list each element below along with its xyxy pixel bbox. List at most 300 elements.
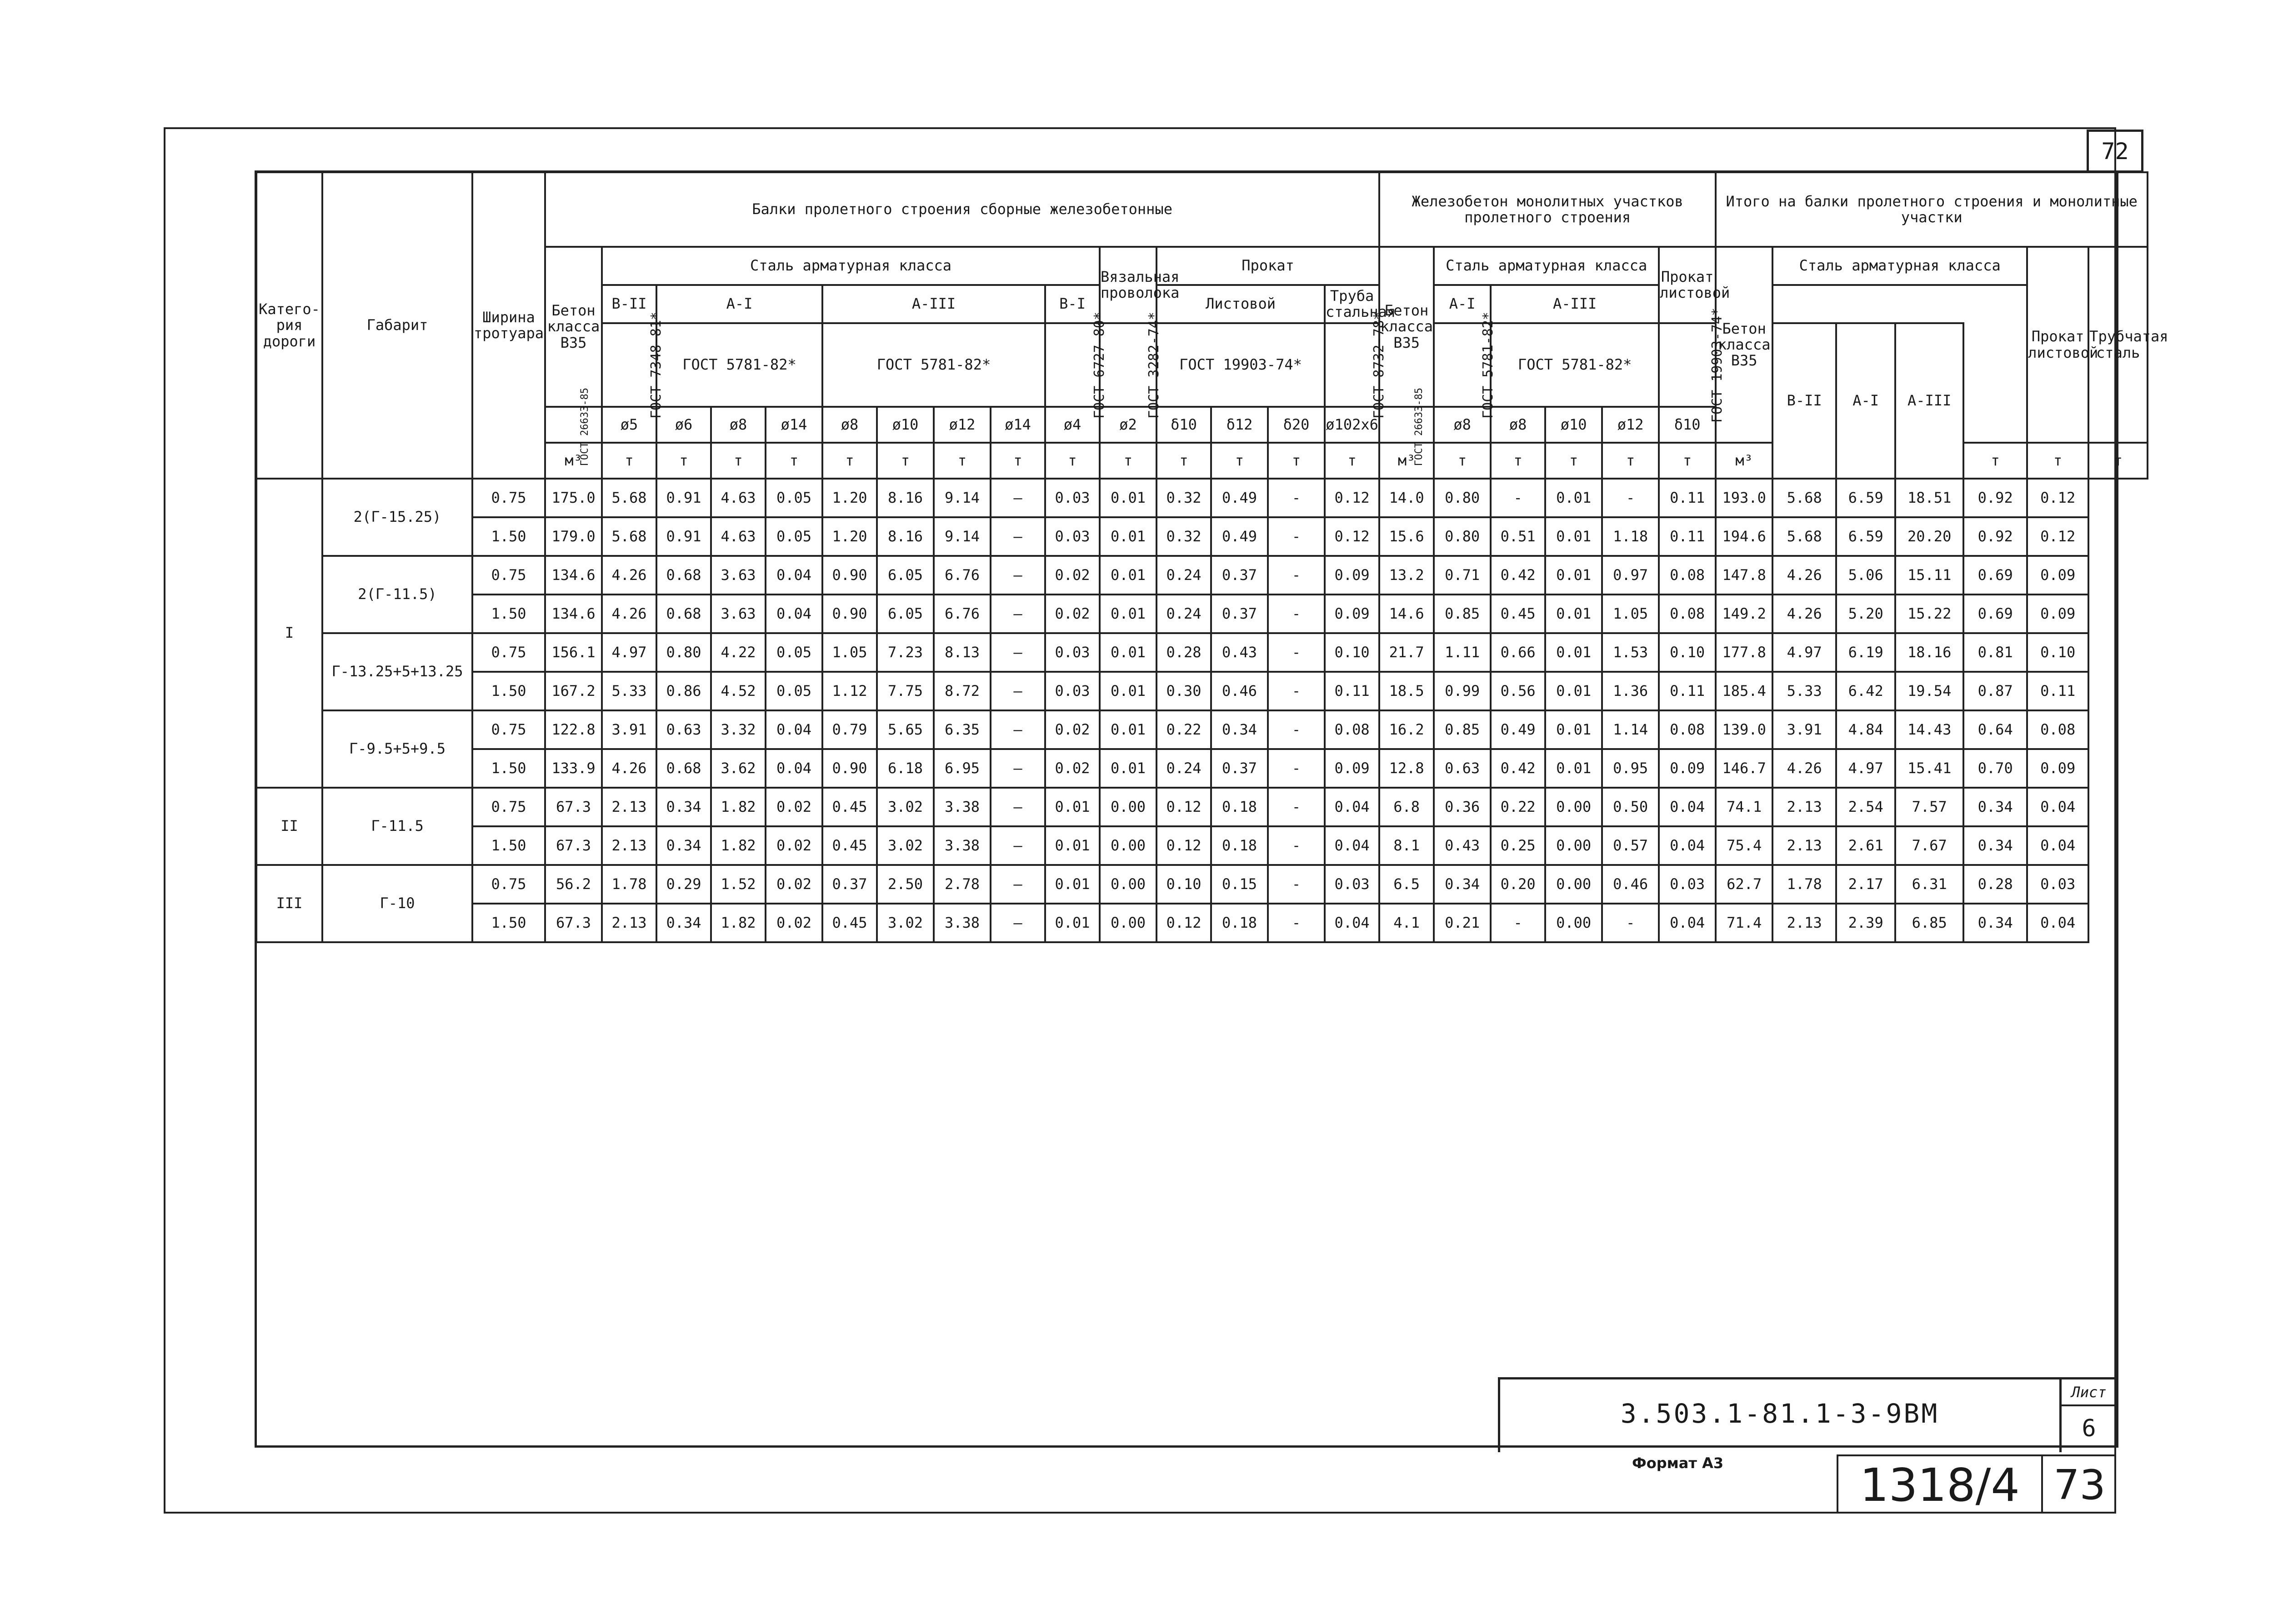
value-cell: 0.34	[1434, 865, 1491, 904]
value-cell: 6.59	[1836, 517, 1895, 556]
value-cell: 1.82	[711, 788, 766, 826]
value-cell: 0.04	[1325, 826, 1379, 865]
value-cell: 0.43	[1434, 826, 1491, 865]
value-cell: 0.18	[1211, 904, 1268, 942]
gost-5781-m-a1: ГОСТ 5781-82*	[1434, 323, 1491, 407]
table-row	[256, 633, 2148, 672]
value-cell: 0.87	[1963, 672, 2027, 710]
value-cell: 0.80	[656, 633, 711, 672]
value-cell: 0.09	[2027, 749, 2088, 788]
table-row	[256, 749, 2148, 788]
value-cell: 8.1	[1379, 826, 1434, 865]
value-cell: 1.82	[711, 826, 766, 865]
value-cell: 16.2	[1379, 710, 1434, 749]
value-cell: 18.16	[1895, 633, 1963, 672]
value-cell: 0.02	[1045, 595, 1100, 633]
header-group-monolith: Железобетон монолитных участков пролетного строения	[1379, 172, 1716, 247]
value-cell: 0.34	[1211, 710, 1268, 749]
value-cell: 0.92	[1963, 479, 2027, 517]
value-cell: 0.09	[1325, 749, 1379, 788]
value-cell: 0.03	[1045, 633, 1100, 672]
value-cell: 0.37	[1211, 595, 1268, 633]
value-cell: 0.04	[766, 595, 822, 633]
value-cell: 0.03	[1045, 479, 1100, 517]
value-cell: 7.57	[1895, 788, 1963, 826]
value-cell: 6.95	[934, 749, 991, 788]
dia-a1-0: ø6	[656, 407, 711, 443]
value-cell: 0.45	[822, 826, 877, 865]
value-cell: 0.86	[656, 672, 711, 710]
value-cell: 0.03	[2027, 865, 2088, 904]
value-cell: 2.13	[1772, 826, 1836, 865]
value-cell: 6.35	[934, 710, 991, 749]
value-cell: 167.2	[545, 672, 602, 710]
format-label: Формат А3	[1632, 1454, 1724, 1472]
value-cell: 19.54	[1895, 672, 1963, 710]
header-group-total: Итого на балки пролетного строения и монолитные участки	[1716, 172, 2148, 247]
value-cell: 14.0	[1379, 479, 1434, 517]
value-cell: –	[991, 672, 1045, 710]
value-cell: 6.5	[1379, 865, 1434, 904]
sidewalk-width-cell: 1.50	[472, 749, 545, 788]
value-cell: 0.01	[1100, 517, 1157, 556]
gost-5781-a1: ГОСТ 5781-82*	[656, 323, 822, 407]
value-cell: –	[991, 595, 1045, 633]
value-cell: 0.43	[1211, 633, 1268, 672]
value-cell: 0.90	[822, 556, 877, 595]
unit-t: т	[766, 443, 822, 479]
header-monolith-steel: Сталь арматурная класса	[1434, 247, 1659, 285]
value-cell: 156.1	[545, 633, 602, 672]
value-cell: 194.6	[1716, 517, 1772, 556]
value-cell: 0.09	[2027, 595, 2088, 633]
value-cell: 9.14	[934, 479, 991, 517]
dia-b2: ø5	[602, 407, 656, 443]
sidewalk-width-cell: 0.75	[472, 788, 545, 826]
value-cell: 20.20	[1895, 517, 1963, 556]
thick-sheet-0: δ10	[1157, 407, 1211, 443]
value-cell: 4.97	[602, 633, 656, 672]
value-cell: 4.52	[711, 672, 766, 710]
value-cell: -	[1268, 517, 1325, 556]
value-cell: -	[1268, 479, 1325, 517]
value-cell: -	[1268, 749, 1325, 788]
unit-t: т	[1325, 443, 1379, 479]
unit-t: т	[934, 443, 991, 479]
value-cell: 0.21	[1434, 904, 1491, 942]
gost-5781-m-a3: ГОСТ 5781-82*	[1491, 323, 1659, 407]
value-cell: 0.01	[1545, 672, 1602, 710]
value-cell: 0.01	[1545, 710, 1602, 749]
value-cell: 14.6	[1379, 595, 1434, 633]
value-cell: 0.91	[656, 479, 711, 517]
sidewalk-width-cell: 0.75	[472, 865, 545, 904]
value-cell: 2.54	[1836, 788, 1895, 826]
value-cell: 0.01	[1545, 749, 1602, 788]
value-cell: 177.8	[1716, 633, 1772, 672]
sidewalk-width-cell: 1.50	[472, 904, 545, 942]
header-total-a3: А-III	[1895, 323, 1963, 479]
value-cell: 0.04	[2027, 788, 2088, 826]
value-cell: 4.1	[1379, 904, 1434, 942]
value-cell: 0.57	[1602, 826, 1659, 865]
value-cell: 2.13	[602, 904, 656, 942]
value-cell: 0.46	[1602, 865, 1659, 904]
value-cell: –	[991, 517, 1045, 556]
value-cell: 5.06	[1836, 556, 1895, 595]
header-pipe: Труба стальная	[1325, 285, 1379, 323]
unit-t: т	[1659, 443, 1716, 479]
value-cell: 0.11	[1325, 672, 1379, 710]
unit-t: т	[2088, 443, 2148, 479]
value-cell: 0.34	[1963, 788, 2027, 826]
value-cell: 1.78	[602, 865, 656, 904]
value-cell: 0.04	[2027, 826, 2088, 865]
value-cell: -	[1268, 865, 1325, 904]
value-cell: 0.80	[1434, 517, 1491, 556]
value-cell: -	[1268, 595, 1325, 633]
value-cell: 0.10	[1157, 865, 1211, 904]
value-cell: 74.1	[1716, 788, 1772, 826]
value-cell: 0.37	[1211, 749, 1268, 788]
value-cell: 0.12	[2027, 517, 2088, 556]
value-cell: 1.11	[1434, 633, 1491, 672]
gabarit-cell: Г-13.25+5+13.25	[322, 633, 472, 710]
value-cell: -	[1268, 633, 1325, 672]
document-code: 3.503.1-81.1-3-9ВМ	[1620, 1398, 1939, 1429]
table-row	[256, 672, 2148, 710]
value-cell: 0.22	[1491, 788, 1545, 826]
value-cell: 0.99	[1434, 672, 1491, 710]
sheet-label: Лист	[2062, 1379, 2116, 1406]
gabarit-cell: Г-11.5	[322, 788, 472, 865]
header-total-prokat: Прокат листовой	[2027, 247, 2088, 443]
value-cell: 15.11	[1895, 556, 1963, 595]
value-cell: 0.09	[1325, 556, 1379, 595]
value-cell: 8.72	[934, 672, 991, 710]
value-cell: -	[1268, 672, 1325, 710]
value-cell: 0.29	[656, 865, 711, 904]
value-cell: 1.82	[711, 904, 766, 942]
value-cell: 0.68	[656, 749, 711, 788]
value-cell: 4.63	[711, 479, 766, 517]
value-cell: 0.08	[1659, 556, 1716, 595]
value-cell: –	[991, 749, 1045, 788]
value-cell: 0.01	[1045, 826, 1100, 865]
value-cell: 175.0	[545, 479, 602, 517]
value-cell: 0.24	[1157, 556, 1211, 595]
table-row	[256, 595, 2148, 633]
value-cell: 2.17	[1836, 865, 1895, 904]
value-cell: 0.45	[822, 904, 877, 942]
header-total-steel: Сталь арматурная класса	[1772, 247, 2027, 285]
value-cell: –	[991, 633, 1045, 672]
value-cell: 3.63	[711, 556, 766, 595]
value-cell: 0.11	[1659, 517, 1716, 556]
value-cell: 0.37	[822, 865, 877, 904]
value-cell: 0.12	[1325, 517, 1379, 556]
value-cell: 0.04	[2027, 904, 2088, 942]
gabarit-cell: 2(Г-15.25)	[322, 479, 472, 556]
gost-26633: ГОСТ 26633-85	[545, 407, 602, 443]
value-cell: 0.09	[2027, 556, 2088, 595]
header-beton-class: Бетон класса В35	[545, 247, 602, 407]
value-cell: 0.85	[1434, 595, 1491, 633]
value-cell: 14.43	[1895, 710, 1963, 749]
value-cell: 0.91	[656, 517, 711, 556]
value-cell: 6.85	[1895, 904, 1963, 942]
value-cell: 15.41	[1895, 749, 1963, 788]
value-cell: 1.05	[822, 633, 877, 672]
sidewalk-width-cell: 0.75	[472, 633, 545, 672]
value-cell: 3.91	[1772, 710, 1836, 749]
value-cell: 2.13	[602, 826, 656, 865]
header-sheet: Листовой	[1157, 285, 1325, 323]
value-cell: 4.63	[711, 517, 766, 556]
header-group-beams: Балки пролетного строения сборные железобетонные	[545, 172, 1379, 247]
value-cell: 0.01	[1045, 904, 1100, 942]
value-cell: 0.56	[1491, 672, 1545, 710]
value-cell: 0.01	[1545, 556, 1602, 595]
value-cell: 1.78	[1772, 865, 1836, 904]
value-cell: 0.11	[2027, 672, 2088, 710]
value-cell: 185.4	[1716, 672, 1772, 710]
header-m-cls-a3: А-III	[1491, 285, 1659, 323]
value-cell: 6.76	[934, 556, 991, 595]
unit-t: т	[1545, 443, 1602, 479]
value-cell: 0.09	[1659, 749, 1716, 788]
value-cell: 0.36	[1434, 788, 1491, 826]
value-cell: 0.79	[822, 710, 877, 749]
value-cell: 1.52	[711, 865, 766, 904]
value-cell: 1.36	[1602, 672, 1659, 710]
value-cell: 0.03	[1045, 672, 1100, 710]
value-cell: –	[991, 865, 1045, 904]
thick-sheet-2: δ20	[1268, 407, 1325, 443]
value-cell: -	[1268, 904, 1325, 942]
value-cell: 13.2	[1379, 556, 1434, 595]
header-cls-b1: В-I	[1045, 285, 1100, 323]
value-cell: 0.68	[656, 595, 711, 633]
value-cell: 18.5	[1379, 672, 1434, 710]
value-cell: 0.08	[1325, 710, 1379, 749]
header-cls-a1: А-I	[656, 285, 822, 323]
value-cell: 15.6	[1379, 517, 1434, 556]
dia-a1-2: ø14	[766, 407, 822, 443]
value-cell: 0.01	[1100, 749, 1157, 788]
value-cell: –	[991, 556, 1045, 595]
table-row	[256, 710, 2148, 749]
value-cell: 0.01	[1545, 595, 1602, 633]
value-cell: 0.08	[1659, 710, 1716, 749]
value-cell: 0.01	[1100, 633, 1157, 672]
dia-a1-1: ø8	[711, 407, 766, 443]
value-cell: 0.08	[1659, 595, 1716, 633]
value-cell: 149.2	[1716, 595, 1772, 633]
value-cell: 0.81	[1963, 633, 2027, 672]
value-cell: 0.37	[1211, 556, 1268, 595]
value-cell: 0.64	[1963, 710, 2027, 749]
value-cell: 0.32	[1157, 517, 1211, 556]
value-cell: 1.20	[822, 517, 877, 556]
gost-5781-a3: ГОСТ 5781-82*	[822, 323, 1045, 407]
sidewalk-width-cell: 1.50	[472, 517, 545, 556]
value-cell: 0.28	[1963, 865, 2027, 904]
top-page-number: 72	[2087, 130, 2143, 173]
value-cell: 0.49	[1211, 517, 1268, 556]
value-cell: -	[1268, 788, 1325, 826]
unit-t: т	[2027, 443, 2088, 479]
value-cell: 0.32	[1157, 479, 1211, 517]
value-cell: 0.12	[1325, 479, 1379, 517]
value-cell: 67.3	[545, 826, 602, 865]
dia-pipe: ø102x6	[1325, 407, 1379, 443]
header-total-a1: А-I	[1836, 323, 1895, 479]
value-cell: 0.69	[1963, 595, 2027, 633]
dia-wire: ø2	[1100, 407, 1157, 443]
value-cell: 0.30	[1157, 672, 1211, 710]
value-cell: -	[1602, 904, 1659, 942]
value-cell: 0.11	[1659, 672, 1716, 710]
value-cell: 0.68	[656, 556, 711, 595]
unit-t: т	[656, 443, 711, 479]
inventory-number: 1318/4	[1837, 1454, 2041, 1514]
value-cell: 0.42	[1491, 749, 1545, 788]
value-cell: 0.22	[1157, 710, 1211, 749]
value-cell: 3.02	[877, 788, 934, 826]
value-cell: 2.13	[1772, 788, 1836, 826]
value-cell: -	[1491, 904, 1545, 942]
value-cell: 0.34	[1963, 826, 2027, 865]
header-binding-wire: Вязальная проволока	[1100, 247, 1157, 323]
value-cell: 147.8	[1716, 556, 1772, 595]
value-cell: -	[1268, 710, 1325, 749]
value-cell: 4.26	[602, 556, 656, 595]
empty-area-cell	[256, 942, 2088, 1389]
sidewalk-width-cell: 0.75	[472, 710, 545, 749]
thick-m-sheet: δ10	[1659, 407, 1716, 443]
value-cell: 3.02	[877, 826, 934, 865]
value-cell: 1.53	[1602, 633, 1659, 672]
value-cell: 4.26	[602, 595, 656, 633]
value-cell: –	[991, 479, 1045, 517]
gost-26633-m: ГОСТ 26633-85	[1379, 407, 1434, 443]
header-monolith-beton: Бетон класса В35	[1379, 247, 1434, 407]
header-m-cls-a1: А-I	[1434, 285, 1491, 323]
gost-19903-m: ГОСТ 19903-74*	[1659, 323, 1716, 407]
value-cell: 0.05	[766, 672, 822, 710]
dia-a3-2: ø12	[934, 407, 991, 443]
gost-8732: ГОСТ 8732-78*	[1325, 323, 1379, 407]
value-cell: 0.03	[1045, 517, 1100, 556]
value-cell: 5.20	[1836, 595, 1895, 633]
value-cell: 5.68	[1772, 517, 1836, 556]
sidewalk-width-cell: 1.50	[472, 672, 545, 710]
value-cell: 0.02	[1045, 710, 1100, 749]
value-cell: 0.51	[1491, 517, 1545, 556]
value-cell: 0.04	[766, 710, 822, 749]
value-cell: 15.22	[1895, 595, 1963, 633]
value-cell: 0.95	[1602, 749, 1659, 788]
unit-t: т	[1491, 443, 1545, 479]
gabarit-cell: Г-10	[322, 865, 472, 942]
value-cell: 4.26	[1772, 595, 1836, 633]
value-cell: 0.00	[1100, 865, 1157, 904]
value-cell: 0.05	[766, 479, 822, 517]
value-cell: 9.14	[934, 517, 991, 556]
value-cell: 0.63	[1434, 749, 1491, 788]
value-cell: 0.34	[656, 788, 711, 826]
value-cell: 2.61	[1836, 826, 1895, 865]
page-number: 73	[2041, 1454, 2116, 1514]
value-cell: 5.68	[602, 517, 656, 556]
value-cell: 0.80	[1434, 479, 1491, 517]
value-cell: 0.42	[1491, 556, 1545, 595]
value-cell: 1.05	[1602, 595, 1659, 633]
value-cell: 8.16	[877, 517, 934, 556]
header-monolith-prokat: Прокат листовой	[1659, 247, 1716, 323]
materials-table	[255, 171, 2168, 1389]
value-cell: 0.34	[656, 904, 711, 942]
value-cell: 0.10	[1659, 633, 1716, 672]
value-cell: 4.26	[602, 749, 656, 788]
value-cell: 0.97	[1602, 556, 1659, 595]
value-cell: 0.71	[1434, 556, 1491, 595]
value-cell: 56.2	[545, 865, 602, 904]
value-cell: 0.02	[1045, 556, 1100, 595]
table-row	[256, 479, 2148, 517]
value-cell: 75.4	[1716, 826, 1772, 865]
dia-a3-1: ø10	[877, 407, 934, 443]
value-cell: 0.66	[1491, 633, 1545, 672]
sidewalk-width-cell: 0.75	[472, 479, 545, 517]
value-cell: 0.18	[1211, 788, 1268, 826]
unit-t: т	[1045, 443, 1100, 479]
value-cell: 0.49	[1211, 479, 1268, 517]
value-cell: 0.20	[1491, 865, 1545, 904]
value-cell: 0.02	[766, 865, 822, 904]
value-cell: 0.01	[1100, 556, 1157, 595]
value-cell: 0.00	[1545, 865, 1602, 904]
value-cell: 139.0	[1716, 710, 1772, 749]
value-cell: 0.11	[1659, 479, 1716, 517]
value-cell: 6.76	[934, 595, 991, 633]
value-cell: 5.33	[1772, 672, 1836, 710]
dia-a3-3: ø14	[991, 407, 1045, 443]
sidewalk-width-cell: 0.75	[472, 556, 545, 595]
value-cell: 2.39	[1836, 904, 1895, 942]
value-cell: 1.20	[822, 479, 877, 517]
unit-t: т	[1434, 443, 1491, 479]
value-cell: 3.38	[934, 904, 991, 942]
value-cell: 6.42	[1836, 672, 1895, 710]
value-cell: 0.02	[766, 788, 822, 826]
value-cell: 7.75	[877, 672, 934, 710]
sidewalk-width-cell: 1.50	[472, 595, 545, 633]
value-cell: 146.7	[1716, 749, 1772, 788]
value-cell: 0.01	[1100, 595, 1157, 633]
value-cell: 62.7	[1716, 865, 1772, 904]
value-cell: 3.32	[711, 710, 766, 749]
unit-t: т	[602, 443, 656, 479]
gost-3282: ГОСТ 3282-74*	[1100, 323, 1157, 407]
thick-sheet-1: δ12	[1211, 407, 1268, 443]
value-cell: 0.69	[1963, 556, 2027, 595]
dia-a3-0: ø8	[822, 407, 877, 443]
value-cell: 5.65	[877, 710, 934, 749]
value-cell: 4.26	[1772, 749, 1836, 788]
header-cls-a3: А-III	[822, 285, 1045, 323]
